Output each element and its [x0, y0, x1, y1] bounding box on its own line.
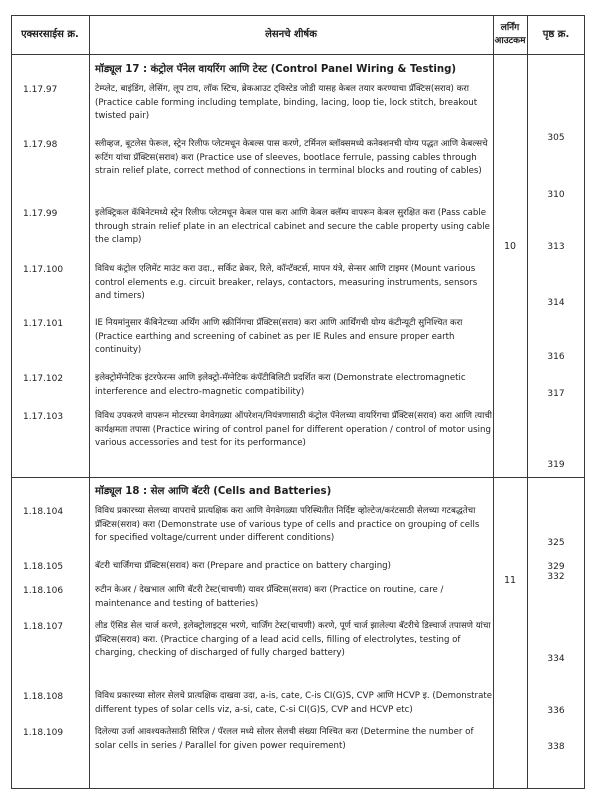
- lesson-description: इलेक्ट्रिकल कॅबिनेटमध्ये स्ट्रेन रिलीफ प्लेटमधून केबल पास करा आणि केबल क्लॅम्प वापरून केबल सुरक्षित करा (Pass cable through strain relief plate in an electrical cabinet and secure the cable property using cable the clamp): [95, 208, 490, 246]
- grid-line: [493, 15, 494, 789]
- module-title: मॉड्यूल 17 : कंट्रोल पॅनेल वायरिंग आणि टेस्ट (Control Panel Wiring & Testing): [95, 64, 457, 75]
- exercise-number: 1.18.108: [23, 692, 64, 702]
- grid-line: [11, 477, 585, 478]
- page-number: 334: [547, 654, 565, 664]
- page-number: 332: [547, 572, 565, 582]
- exercise-number: 1.18.105: [23, 562, 64, 572]
- exercise-number: 1.17.101: [23, 319, 64, 329]
- lesson-description: विविध प्रकारच्या सेलच्या वापराचे प्रात्यक्षिक करा आणि वेगवेगळ्या परिस्थितीत निर्दिष्ट व्होल्टेज/करंटसाठी सेलच्या गटबद्धतेचा प्रॅक्टिस(सराव) करा (Demonstrate use of various type of cells and practice on grouping of cells for specified voltage/current under different conditions): [95, 506, 480, 544]
- exercise-number: 1.17.99: [23, 209, 58, 219]
- grid-line: [11, 788, 585, 789]
- page-number: 325: [547, 538, 565, 548]
- header-lesson-title: लेसनचे शीर्षक: [265, 29, 317, 40]
- grid-line: [89, 15, 90, 789]
- header-exercise-no: एक्सरसाईस क्र.: [21, 29, 79, 40]
- exercise-number: 1.17.98: [23, 140, 58, 150]
- lesson-description: IE नियमांनुसार कॅबिनेटच्या अर्थिंग आणि स्क्रीनिंगचा प्रॅक्टिस(सराव) करा आणि आर्थिंगची योग्य कंटीन्यूटी सुनिश्चित करा (Practice earthing and screening of cabinet as per IE Rules and ensure proper earth continuity): [95, 318, 463, 356]
- page-number: 336: [547, 706, 565, 716]
- page-number: 313: [547, 242, 565, 252]
- exercise-number: 1.18.107: [23, 622, 64, 632]
- grid-line: [11, 15, 12, 789]
- page-number: 338: [547, 742, 565, 752]
- lesson-description: इलेक्ट्रोमॅग्नेटिक इंटरफेरन्स आणि इलेक्ट्रो-मॅग्नेटिक कंपॅटीबिलिटी प्रदर्शित करा (Demonstrate electromagnetic interference and electro-magnetic compatibility): [95, 373, 466, 397]
- lesson-description: दिलेल्या उर्जा आवश्यकतेसाठी सिरिज / पॅरलल मध्ये सोलर सेलची संख्या निश्चित करा (Determine the number of solar cells in series / Parallel for given power requirement): [95, 727, 474, 751]
- header-learning-outcome: लर्निंग आउटकम: [494, 22, 526, 46]
- learning-outcome: 10: [503, 241, 517, 252]
- lesson-description: विविध प्रकारच्या सोलर सेलचे प्रात्यक्षिक दाखवा उदा, a-is, cate, C-is CI(G)S, CVP आणि HCVP इ. (Demonstrate different types of solar cells viz, a-si, cate, C-si CI(G)S, CVP and HCVP etc): [95, 691, 493, 715]
- lesson-description: टेम्प्लेट, बाइंडिंग, लेसिंग, लूप टाय, लॉक स्टिच, ब्रेकआउट ट्विस्टेड जोडी यासह केबल तयार करण्याचा प्रॅक्टिस(सराव) करा (Practice cable forming including template, binding, lacing, loop tie, lock stitch, breakout twisted pair): [95, 84, 478, 122]
- exercise-number: 1.17.97: [23, 85, 58, 95]
- lesson-description: स्लीव्हज, बूटलेस फेरूल, स्ट्रेन रिलीफ प्लेटमधून केबल्स पास करणे, टर्मिनल ब्लॉक्समध्ये कनेक्शनची योग्य पद्धत आणि केबल्सचे रूटिंग यांचा प्रॅक्टिस(सराव) करा (Practice use of sleeves, bootlace ferrule, passing cables through strain relief plate, correct method of connections in terminal blocks and routing of cables): [95, 139, 488, 177]
- exercise-number: 1.18.104: [23, 507, 64, 517]
- exercise-number: 1.18.109: [23, 728, 64, 738]
- module-title: मॉड्यूल 18 : सेल आणि बॅटरी (Cells and Batteries): [95, 486, 332, 497]
- exercise-number: 1.17.100: [23, 265, 64, 275]
- lesson-description: विविध कंट्रोल एलिमेंट माउंट करा उदा., सर्किट ब्रेकर, रिले, कॉन्टॅक्टर्स, मापन यंत्रे, सेन्सर आणि टाइमर (Mount various control elements e.g. circuit breaker, relays, contactors, measuring instruments, sensors and timers): [95, 264, 478, 302]
- page-number: 319: [547, 460, 565, 470]
- lesson-description: लीड ऍसिड सेल चार्ज करणे, इलेक्ट्रोलाइट्स भरणे, चार्जिंग टेस्ट(चाचणी) करणे, पूर्ण चार्ज झालेल्या बॅटरीचे डिस्चार्ज तपासणे यांचा प्रॅक्टिस(सराव) करा. (Practice charging of a lead acid cells, filling of electrolytes, testing of charging, checking of discharged of fully charged battery): [95, 621, 491, 659]
- lesson-description: बॅटरी चार्जिंगचा प्रॅक्टिस(सराव) करा (Prepare and practice on battery charging): [95, 561, 391, 571]
- exercise-number: 1.17.103: [23, 412, 64, 422]
- lesson-description: रुटीन केअर / देखभाल आणि बॅटरी टेस्ट(चाचणी) यावर प्रॅक्टिस(सराव) करा (Practice on routine, care / maintenance and testing of batteries): [95, 585, 444, 609]
- learning-outcome: 11: [503, 575, 517, 586]
- page-number: 310: [547, 190, 565, 200]
- page-number: 305: [547, 133, 565, 143]
- lesson-table: [11, 15, 585, 789]
- exercise-number: 1.17.102: [23, 374, 64, 384]
- lesson-description: विविध उपकरणे वापरून मोटरच्या वेगवेगळ्या ऑपरेशन/नियंत्रणासाठी कंट्रोल पॅनेलच्या वायरिंगचा प्रॅक्टिस(सराव) करा आणि त्याची कार्यक्षमता तपासा (Practice wiring of control panel for different operation / control of motor using various accessories and test for its performance): [95, 411, 493, 449]
- page-number: 314: [547, 298, 565, 308]
- page-number: 329: [547, 562, 565, 572]
- exercise-number: 1.18.106: [23, 586, 64, 596]
- page-number: 317: [547, 389, 565, 399]
- grid-line: [11, 54, 585, 55]
- page-number: 316: [547, 352, 565, 362]
- header-page-no: पृष्ठ क्र.: [542, 29, 570, 40]
